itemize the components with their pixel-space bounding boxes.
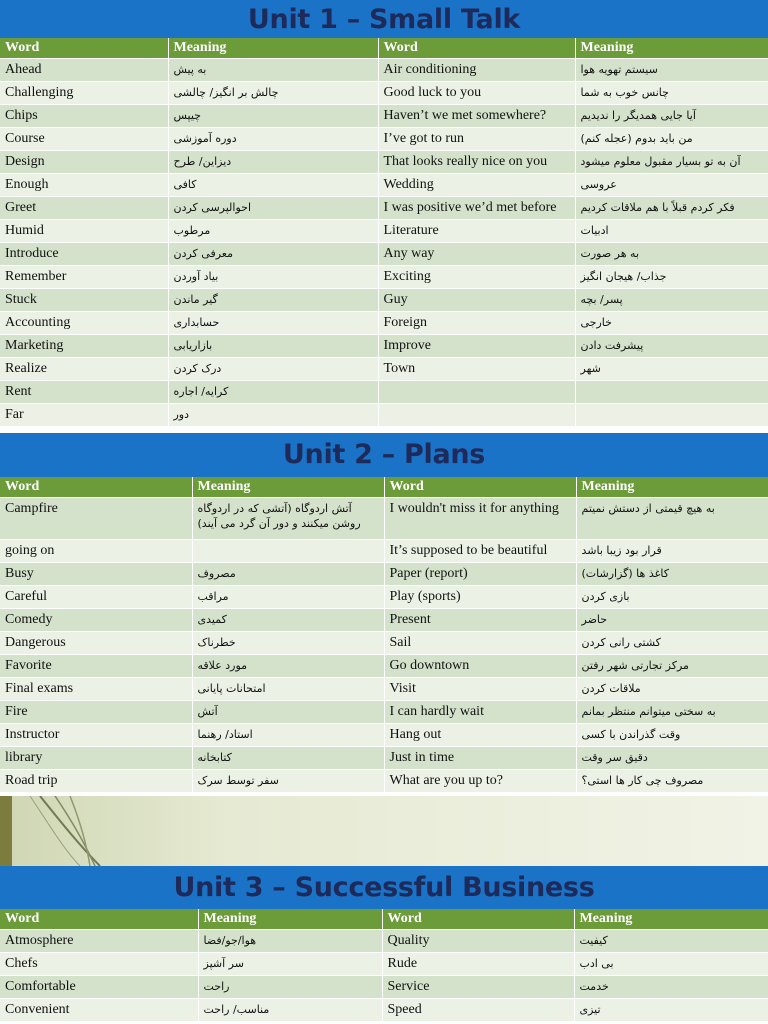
word-cell: Present [384,609,576,632]
meaning-cell: احوالپرسی کردن [168,197,378,220]
table-row [0,82,768,105]
table-row [0,220,768,243]
word-cell: Service [382,976,574,999]
meaning-cell: درک کردن [168,358,378,381]
table-header-row [0,38,768,59]
meaning-column-header: Meaning [192,477,384,498]
meaning-cell: حاضر [576,609,768,632]
table-row [0,498,768,540]
table-row [0,976,768,999]
meaning-cell: ملاقات کردن [576,678,768,701]
word-cell: What are you up to? [384,770,576,793]
meaning-cell: چالش بر انگیز/ چالشی [168,82,378,105]
table-row [0,174,768,197]
unit-3-title: Unit 3 – Successful Business [0,866,768,909]
word-cell: Comfortable [0,976,198,999]
meaning-cell: امتحانات پایانی [192,678,384,701]
word-cell: Play (sports) [384,586,576,609]
word-cell: going on [0,540,192,563]
meaning-cell: به هر صورت [575,243,768,266]
word-cell: It’s supposed to be beautiful [384,540,576,563]
table-row [0,586,768,609]
table-row [0,335,768,358]
word-cell: Improve [378,335,575,358]
table-header-row [0,477,768,498]
word-cell: Chefs [0,953,198,976]
word-column-header: Word [384,477,576,498]
word-cell: Guy [378,289,575,312]
table-row [0,609,768,632]
meaning-cell: بی ادب [574,953,768,976]
table-row [0,701,768,724]
meaning-cell: مصروف چی کار ها استی؟ [576,770,768,793]
meaning-cell: وقت گذراندن با کسی [576,724,768,747]
meaning-column-header: Meaning [198,909,382,930]
word-cell: Ahead [0,59,168,82]
meaning-cell: چیپس [168,105,378,128]
word-cell: Realize [0,358,168,381]
meaning-cell: قرار بود زیبا باشد [576,540,768,563]
meaning-cell: آن به تو بسیار مقبول معلوم میشود [575,151,768,174]
unit-2-title: Unit 2 – Plans [0,433,768,477]
word-cell: Atmosphere [0,930,198,953]
word-cell: Foreign [378,312,575,335]
table-row [0,243,768,266]
meaning-cell: دیزاین/ طرح [168,151,378,174]
meaning-cell: کیفیت [574,930,768,953]
unit-3-vocab-table [0,909,768,1022]
meaning-cell [575,381,768,404]
word-cell: Course [0,128,168,151]
meaning-cell: کرایه/ اجاره [168,381,378,404]
meaning-cell: عروسی [575,174,768,197]
meaning-cell: بیاد آوردن [168,266,378,289]
meaning-cell: به سختی میتوانم منتظر بمانم [576,701,768,724]
word-cell: Town [378,358,575,381]
table-row [0,404,768,427]
meaning-cell: آتش [192,701,384,724]
table-row [0,540,768,563]
meaning-cell: خدمت [574,976,768,999]
table-row [0,930,768,953]
meaning-cell: دقیق سر وقت [576,747,768,770]
word-cell: Quality [382,930,574,953]
word-cell: Accounting [0,312,168,335]
table-row [0,678,768,701]
meaning-cell: به پیش [168,59,378,82]
word-column-header: Word [0,38,168,59]
word-cell: Literature [378,220,575,243]
word-cell: Just in time [384,747,576,770]
meaning-column-header: Meaning [576,477,768,498]
word-cell: Dangerous [0,632,192,655]
meaning-cell: پسر/ بچه [575,289,768,312]
word-cell: Introduce [0,243,168,266]
meaning-cell: من باید بدوم (عجله کنم) [575,128,768,151]
word-cell: I was positive we’d met before [378,197,575,220]
word-cell: That looks really nice on you [378,151,575,174]
meaning-cell: معرفی کردن [168,243,378,266]
word-cell: Road trip [0,770,192,793]
word-cell: Careful [0,586,192,609]
word-cell: Stuck [0,289,168,312]
meaning-cell: کاغذ ها (گزارشات) [576,563,768,586]
word-cell [378,381,575,404]
word-column-header: Word [378,38,575,59]
meaning-cell: بازی کردن [576,586,768,609]
meaning-cell: مورد علاقه [192,655,384,678]
table-row [0,266,768,289]
meaning-cell: استاد/ رهنما [192,724,384,747]
word-cell: Sail [384,632,576,655]
meaning-cell: مناسب/ راحت [198,999,382,1022]
word-cell: Exciting [378,266,575,289]
word-column-header: Word [0,909,198,930]
curved-lines-graphic [0,796,768,866]
meaning-cell: سر آشپز [198,953,382,976]
meaning-cell: سفر توسط سرک [192,770,384,793]
word-cell: Final exams [0,678,192,701]
word-cell: Speed [382,999,574,1022]
meaning-cell: تیزی [574,999,768,1022]
meaning-cell: هوا/جو/فضا [198,930,382,953]
word-cell: I can hardly wait [384,701,576,724]
table-row [0,151,768,174]
meaning-cell: کشتی رانی کردن [576,632,768,655]
word-cell: Instructor [0,724,192,747]
word-cell: Good luck to you [378,82,575,105]
table-row [0,655,768,678]
meaning-cell: آتش اردوگاه (آتشی که در اردوگاه روشن میکنند و دور آن گرد می آیند) [192,498,384,540]
table-row [0,381,768,404]
meaning-cell: شهر [575,358,768,381]
word-cell: Visit [384,678,576,701]
word-cell: Campfire [0,498,192,540]
word-cell: Design [0,151,168,174]
table-row [0,747,768,770]
unit-2-vocab-table [0,477,768,793]
unit-1-title: Unit 1 – Small Talk [0,0,768,38]
meaning-column-header: Meaning [168,38,378,59]
word-cell: Hang out [384,724,576,747]
meaning-cell: آیا جایی همدیگر را ندیدیم [575,105,768,128]
table-row [0,358,768,381]
meaning-cell: خارجی [575,312,768,335]
table-row [0,724,768,747]
word-cell: Enough [0,174,168,197]
table-row [0,563,768,586]
meaning-cell: کافی [168,174,378,197]
word-cell: Comedy [0,609,192,632]
word-cell: Go downtown [384,655,576,678]
meaning-cell [192,540,384,563]
meaning-cell: دور [168,404,378,427]
table-row [0,197,768,220]
word-cell: Remember [0,266,168,289]
meaning-cell: مصروف [192,563,384,586]
word-cell: Greet [0,197,168,220]
meaning-cell: مرطوب [168,220,378,243]
meaning-cell: گیر ماندن [168,289,378,312]
word-cell: Rent [0,381,168,404]
word-column-header: Word [0,477,192,498]
word-cell: Challenging [0,82,168,105]
meaning-cell: جذاب/ هیجان انگیز [575,266,768,289]
meaning-cell: چانس خوب به شما [575,82,768,105]
table-row [0,770,768,793]
word-cell: Haven’t we met somewhere? [378,105,575,128]
meaning-cell: خطرناک [192,632,384,655]
meaning-cell: ادبیات [575,220,768,243]
meaning-cell: کمیدی [192,609,384,632]
meaning-column-header: Meaning [575,38,768,59]
table-row [0,312,768,335]
word-cell: Far [0,404,168,427]
word-cell: Marketing [0,335,168,358]
word-cell: Busy [0,563,192,586]
meaning-cell: پیشرفت دادن [575,335,768,358]
word-cell: Favorite [0,655,192,678]
meaning-cell: حسابداری [168,312,378,335]
table-header-row [0,909,768,930]
meaning-cell: کتابخانه [192,747,384,770]
meaning-column-header: Meaning [574,909,768,930]
word-cell: Humid [0,220,168,243]
word-cell: Air conditioning [378,59,575,82]
decorative-divider [0,796,768,866]
meaning-cell: مرکز تجارتی شهر رفتن [576,655,768,678]
word-cell: library [0,747,192,770]
word-cell: Chips [0,105,168,128]
table-row [0,59,768,82]
table-row [0,289,768,312]
meaning-cell [575,404,768,427]
word-cell [378,404,575,427]
word-cell: I wouldn't miss it for anything [384,498,576,540]
word-cell: Fire [0,701,192,724]
table-row [0,953,768,976]
word-column-header: Word [382,909,574,930]
word-cell: I’ve got to run [378,128,575,151]
word-cell: Rude [382,953,574,976]
word-cell: Paper (report) [384,563,576,586]
meaning-cell: دوره آموزشی [168,128,378,151]
meaning-cell: فکر کردم قبلاً با هم ملاقات کردیم [575,197,768,220]
meaning-cell: سیستم تهویه هوا [575,59,768,82]
table-row [0,128,768,151]
word-cell: Any way [378,243,575,266]
table-row [0,632,768,655]
meaning-cell: مراقب [192,586,384,609]
meaning-cell: به هیچ قیمتی از دستش نمیتم [576,498,768,540]
unit-1-vocab-table [0,38,768,427]
meaning-cell: راحت [198,976,382,999]
word-cell: Convenient [0,999,198,1022]
meaning-cell: بازاریابی [168,335,378,358]
word-cell: Wedding [378,174,575,197]
table-row [0,105,768,128]
table-row [0,999,768,1022]
